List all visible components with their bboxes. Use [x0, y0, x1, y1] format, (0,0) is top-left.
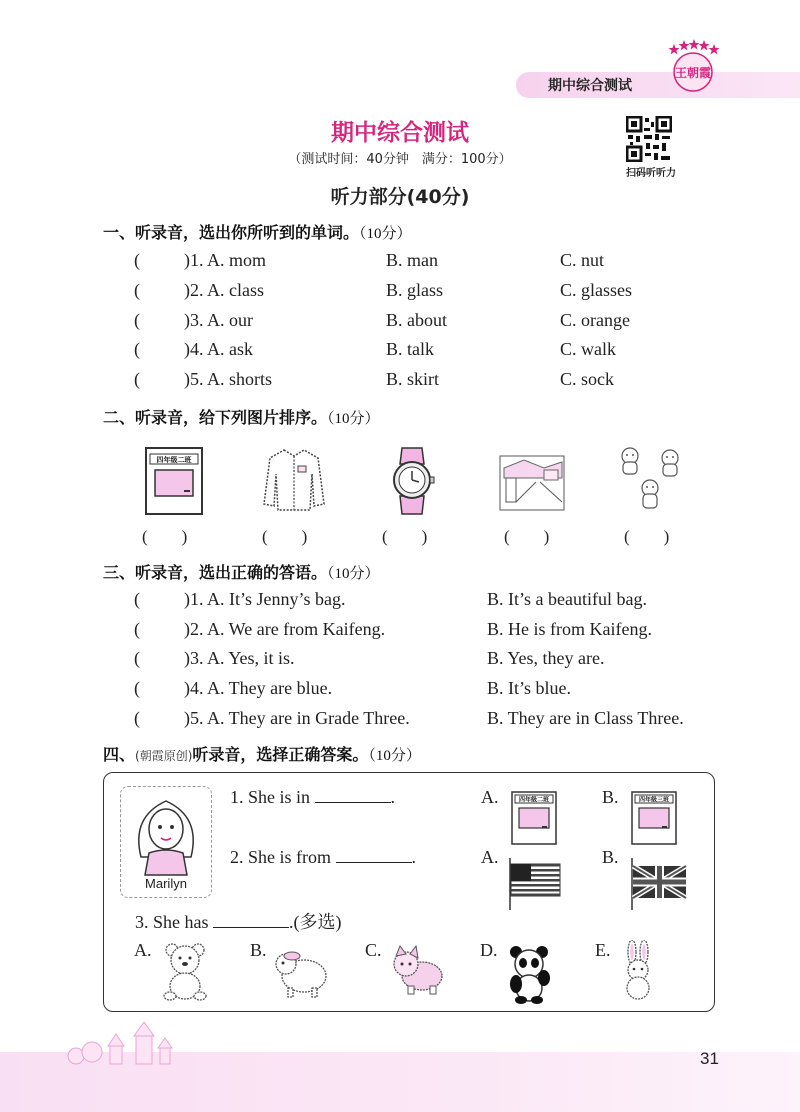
panda-icon [504, 944, 554, 1004]
section-2-heading-text: 二、听录音，给下列图片排序。 [103, 408, 328, 427]
section-1-points: （10分） [359, 226, 412, 242]
s1-item-2-c: C. glasses [560, 280, 632, 300]
s4-q1-a[interactable]: A. [481, 787, 499, 807]
listening-part-title: 听力部分(40分) [330, 186, 470, 208]
s1-item-2-b: B. glass [386, 280, 444, 300]
s3-item-2-b: B. He is from Kaifeng. [487, 619, 652, 639]
section-1-heading-text: 一、听录音，选出你所听到的单词。 [103, 223, 360, 242]
qr-label: 扫码听听力 [626, 168, 676, 179]
s1-item-2-a: )2. A. class [184, 280, 264, 300]
jacket-icon [258, 444, 330, 516]
s4-q1-end: . [390, 787, 396, 807]
answer-paren[interactable]: ( [134, 310, 140, 330]
section-4-heading-text: 听录音，选择正确答案。 [192, 745, 369, 764]
s4-q3-option-d[interactable]: D. [480, 940, 498, 960]
s3-item-1-b: B. It’s a beautiful bag. [487, 589, 647, 609]
s4-q2-end: . [411, 847, 416, 867]
s3-item-5-a: )5. A. They are in Grade Three. [184, 708, 410, 728]
door-option-b-icon [630, 790, 678, 846]
s1-item-4-a: )4. A. ask [184, 339, 253, 359]
sheep-icon [272, 942, 330, 1000]
pic-answer-2[interactable]: ( ) [262, 527, 308, 546]
section-4-heading [103, 742, 421, 765]
s1-item-5-a: )5. A. shorts [184, 369, 273, 389]
s1-item-3-c: C. orange [560, 310, 630, 330]
section-3-points: （10分） [327, 566, 380, 582]
page-title: 期中综合测试 [331, 120, 469, 146]
portrait-name: Marilyn [145, 876, 187, 891]
page-subtitle: （测试时间：40分钟 满分：100分） [288, 152, 512, 167]
s4-q3-option-a[interactable]: A. [134, 940, 152, 960]
section-3-heading-text: 三、听录音，选出正确的答语。 [103, 563, 328, 582]
s4-q1 [230, 787, 395, 808]
s4-q3-text: 3. She has [135, 912, 209, 932]
answer-paren[interactable]: ( [134, 648, 140, 668]
s1-item-4-c: C. walk [560, 339, 616, 359]
s4-q2-text: 2. She is from [230, 847, 331, 867]
s1-item-2 [0, 280, 800, 306]
s4-q1-blank[interactable] [315, 787, 391, 803]
header-band [0, 0, 800, 100]
door-sign-text: 四年级二班 [156, 456, 192, 464]
s1-item-1-b: B. man [386, 250, 438, 270]
answer-paren[interactable]: ( [134, 280, 140, 300]
door-option-b-sign: 四年级三班 [638, 796, 670, 804]
s4-q3-end: .(多选) [289, 912, 342, 932]
section-3-heading [103, 560, 380, 583]
answer-paren[interactable]: ( [134, 369, 140, 389]
s3-item-4-a: )4. A. They are blue. [184, 678, 333, 698]
s3-item-1-a: )1. A. It’s Jenny’s bag. [184, 589, 346, 609]
pic-answer-4[interactable]: ( ) [504, 527, 550, 546]
puppies-icon [614, 444, 686, 516]
s4-q3 [135, 908, 342, 934]
brand-badge-icon [664, 38, 722, 94]
answer-paren[interactable]: ( [134, 250, 140, 270]
pic-answer-1[interactable]: ( ) [142, 527, 188, 546]
s1-item-5-c: C. sock [560, 369, 614, 389]
s1-item-4-b: B. talk [386, 339, 434, 359]
s3-item-3-b: B. Yes, they are. [487, 648, 605, 668]
s4-q1-text: 1. She is in [230, 787, 311, 807]
s4-q2-b[interactable]: B. [602, 847, 619, 867]
header-tab-label: 期中综合测试 [548, 78, 632, 94]
s1-item-4 [0, 339, 800, 365]
dog-toy-icon [388, 942, 446, 998]
s4-q1-b[interactable]: B. [602, 787, 619, 807]
s4-q3-option-e[interactable]: E. [595, 940, 611, 960]
usa-flag-icon [508, 858, 562, 910]
s4-q3-option-b[interactable]: B. [250, 940, 267, 960]
pic-answer-3[interactable]: ( ) [382, 527, 428, 546]
section-4-prefix: 四、 [103, 745, 136, 764]
header-tab [516, 72, 800, 98]
castle-decoration-icon [66, 1022, 186, 1066]
door-icon [140, 444, 212, 516]
answer-paren[interactable]: ( [134, 339, 140, 359]
s1-item-1-c: C. nut [560, 250, 605, 270]
page-number: 31 [700, 1049, 719, 1068]
answer-paren[interactable]: ( [134, 589, 140, 609]
girl-portrait-icon [121, 787, 211, 877]
answer-paren[interactable]: ( [134, 678, 140, 698]
s3-item-5 [0, 708, 800, 734]
pic-answer-5[interactable]: ( ) [624, 527, 670, 546]
section-4-points: （10分） [368, 748, 421, 764]
section-2-heading [103, 405, 380, 428]
s3-item-2-a: )2. A. We are from Kaifeng. [184, 619, 386, 639]
bunny-icon [618, 940, 658, 1002]
qr-code-icon[interactable] [626, 116, 672, 162]
s4-q3-option-c[interactable]: C. [365, 940, 382, 960]
s3-item-4-b: B. It’s blue. [487, 678, 571, 698]
s1-item-3-b: B. about [386, 310, 447, 330]
teddy-bear-icon [160, 940, 210, 1002]
s4-q2 [230, 847, 416, 868]
s3-item-5-b: B. They are in Class Three. [487, 708, 684, 728]
badge-text: 王朝霞 [674, 66, 712, 80]
watch-icon [378, 444, 450, 516]
section-4-note: (朝霞原创) [135, 749, 193, 763]
s3-item-3-a: )3. A. Yes, it is. [184, 648, 295, 668]
answer-paren[interactable]: ( [134, 619, 140, 639]
s1-item-5-b: B. skirt [386, 369, 440, 389]
s3-item-3 [0, 648, 800, 674]
s3-item-1 [0, 589, 800, 615]
s4-q2-blank[interactable] [336, 847, 412, 863]
section-1-heading [103, 220, 412, 243]
s3-item-4 [0, 678, 800, 704]
s1-item-1 [0, 250, 800, 276]
s1-item-5 [0, 369, 800, 395]
s1-item-3 [0, 310, 800, 336]
s3-item-2 [0, 619, 800, 645]
uk-flag-icon [630, 858, 688, 910]
s4-q2-a[interactable]: A. [481, 847, 499, 867]
answer-paren[interactable]: ( [134, 708, 140, 728]
s1-item-3-a: )3. A. our [184, 310, 253, 330]
school-gate-icon [496, 444, 568, 516]
door-option-a-icon [510, 790, 558, 846]
section-2-points: （10分） [327, 411, 380, 427]
door-option-a-sign: 四年级二班 [518, 796, 550, 804]
s4-q3-blank[interactable] [213, 912, 289, 928]
s1-item-1-a: )1. A. mom [184, 250, 267, 270]
